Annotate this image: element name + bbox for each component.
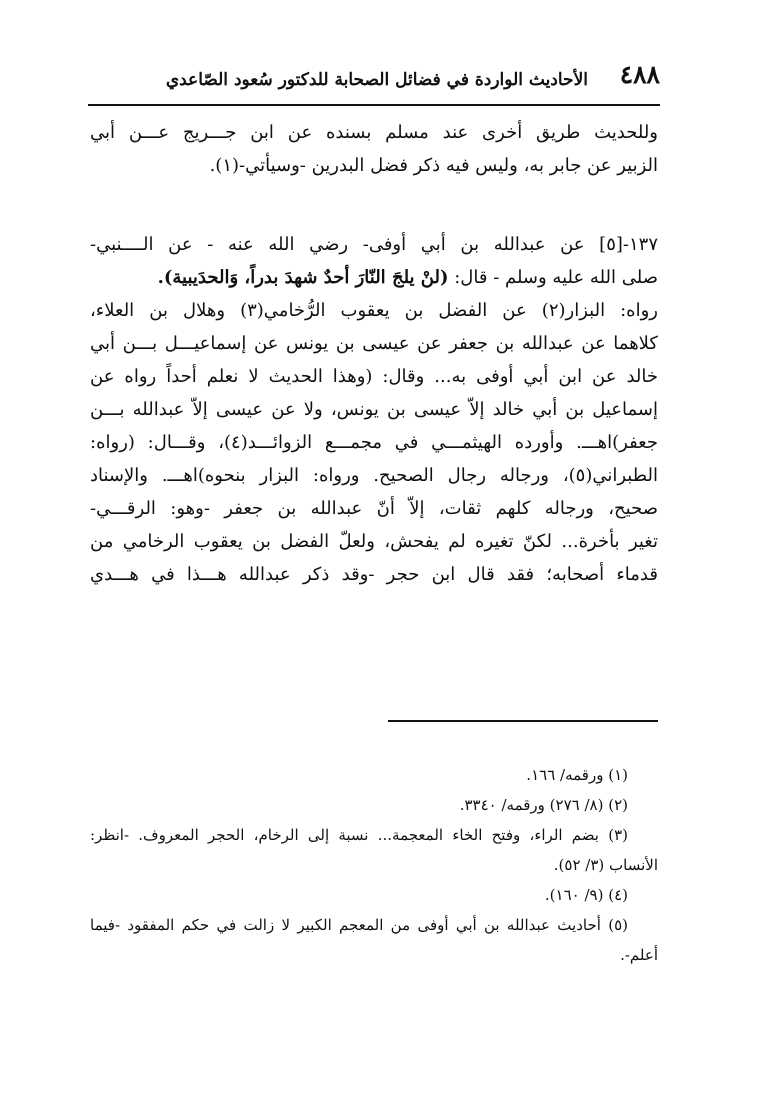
footnote-4: (٤) (٩/ ١٦٠). [544,886,628,904]
footnote-5 [90,910,658,970]
hadith-text-line [90,261,658,294]
paragraph-hadith-137 [90,228,658,591]
paragraph-other-route [90,116,658,182]
header-rule [88,104,660,106]
footnote-separator [388,720,658,722]
page-header [88,60,660,104]
main-text [90,116,658,591]
page-number: ٤٨٨ [619,60,660,89]
text-line: تغير بأخرة... لكنّ تغيره لم يفحش، ولعلّ الفضل بن يعقوب الرخامي من [90,531,658,552]
text-line: جعفر)اهـــ. وأورده الهيثمـــي في مجمـــع الزوائـــد(٤)، وقـــال: (رواه: [90,432,658,453]
running-title: الأحاديث الواردة في فضائل الصحابة للدكتور سُعود الصّاعدي [165,70,588,90]
footnote-3-line-2: الأنساب (٣/ ٥٢). [553,856,658,874]
footnote-5-line-1: (٥) أحاديث عبدالله بن أبي أوفى من المعجم الكبير لا زالت في حكم المفقود -فيما [90,916,628,934]
text-line: رواه: البزار(٢) عن الفضل بن يعقوب الرُّخامي(٣) وهلال بن العلاء، [90,300,659,321]
text-line: إسماعيل بن أبي خالد إلاّ عيسى بن يونس، ولا عن عيسى إلاّ عبدالله بـــن [90,399,658,420]
text-line: الزبير عن جابر به، وليس فيه ذكر فضل البدرين -وسيأتي-(١). [209,155,658,176]
text-line: كلاهما عن عبدالله بن جعفر عن عيسى بن يونس عن إسماعيـــل بـــن أبي [90,333,658,354]
hadith-heading-line: ١٣٧-[٥] عن عبدالله بن أبي أوفى- رضي الله عنه - عن الــــنبي- [90,234,658,255]
footnote-5-line-2: أعلم-. [620,946,658,964]
text-line: الطبراني(٥)، ورجاله رجال الصحيح. ورواه: البزار بنحوه)اهـــ. والإسناد [90,465,658,486]
text-line: وللحديث طريق أخرى عند مسلم بسنده عن ابن جـــريج عـــن أبي [90,122,658,143]
hadith-intro: صلى الله عليه وسلم - قال: [448,267,658,288]
footnote-2: (٢) (٨/ ٢٧٦) ورقمه/ ٣٣٤٠. [459,796,628,814]
footnote-3 [90,820,658,880]
text-line: صحيح، ورجاله كلهم ثقات، إلاّ أنّ عبدالله بن جعفر -وهو: الرقـــي- [90,498,658,519]
footnote-3-line-1: (٣) بضم الراء، وفتح الخاء المعجمة... نسبة إلى الرخام، الحجر المعروف. -انظر: [90,826,628,844]
text-line: قدماء أصحابه؛ فقد قال ابن حجر -وقد ذكر عبدالله هـــذا في هـــدي [90,564,658,585]
footnote-1: (١) ورقمه/ ١٦٦. [526,766,628,784]
text-line: خالد عن ابن أبي أوفى به... وقال: (وهذا الحديث لا نعلم أحداً رواه عن [90,366,658,387]
hadith-matn: (لنْ يلجَ النّارَ أحدٌ شهدَ بدراً، وَالحدَيبية). [157,267,449,288]
footnotes [90,760,658,970]
